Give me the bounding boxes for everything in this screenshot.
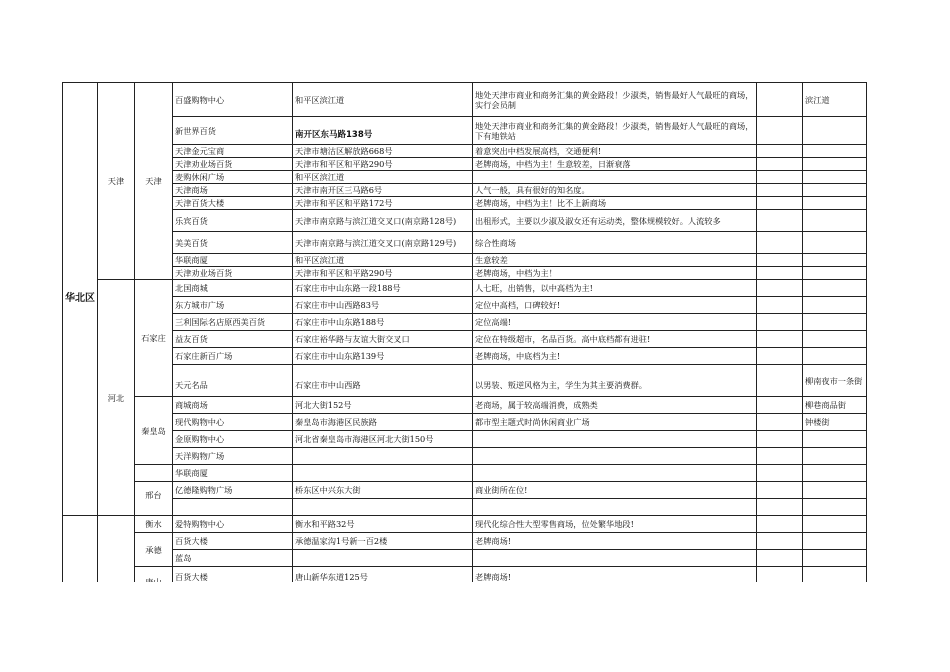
shopping-street: 滨江道 bbox=[803, 83, 867, 117]
mall-name: 天津金元宝商 bbox=[173, 145, 293, 158]
mall-description: 着意突出中档发展高档，交通便利! bbox=[473, 145, 757, 158]
extra-cell bbox=[757, 184, 803, 197]
table-row bbox=[63, 314, 867, 331]
shopping-street bbox=[803, 431, 867, 448]
mall-description-text: 以男装、叛逆风格为主，学生为其主要消费群。 bbox=[475, 379, 647, 390]
mall-address: 承德温家沟1号新一百2楼 bbox=[293, 533, 473, 550]
mall-description: 都市型主题式时尚休闲商业广场 bbox=[473, 414, 757, 431]
extra-cell bbox=[757, 297, 803, 314]
shopping-street bbox=[803, 550, 867, 567]
city-cell-qinhuangdao: 秦皇岛 bbox=[135, 397, 173, 465]
mall-address: 天津市塘沽区解放路668号 bbox=[293, 145, 473, 158]
mall-name: 益友百货 bbox=[173, 331, 293, 348]
mall-address bbox=[293, 465, 473, 482]
mall-address: 天津市和平区和平路290号 bbox=[293, 267, 473, 280]
mall-address: 和平区滨江道 bbox=[293, 83, 473, 117]
extra-cell bbox=[757, 280, 803, 297]
table-row bbox=[63, 210, 867, 232]
extra-cell bbox=[757, 314, 803, 331]
extra-cell bbox=[757, 448, 803, 465]
mall-description bbox=[473, 550, 757, 567]
shopping-street bbox=[803, 314, 867, 331]
mall-description: 综合性商场 bbox=[473, 232, 757, 254]
mall-address bbox=[293, 499, 473, 516]
mall-address-text: 石家庄市中山西路 bbox=[295, 379, 361, 390]
mall-address: 石家庄裕华路与友谊大街交叉口 bbox=[293, 331, 473, 348]
mall-name: 乐宾百货 bbox=[173, 210, 293, 232]
extra-cell bbox=[757, 533, 803, 550]
table-row bbox=[63, 465, 867, 482]
mall-description bbox=[473, 465, 757, 482]
table-row bbox=[63, 297, 867, 314]
mall-name: 华联商厦 bbox=[173, 465, 293, 482]
mall-description bbox=[473, 431, 757, 448]
mall-description: 生意较差 bbox=[473, 254, 757, 267]
mall-name: 天津百货大楼 bbox=[173, 197, 293, 210]
mall-name: 石家庄新百广场 bbox=[173, 348, 293, 365]
table-row bbox=[63, 184, 867, 197]
mall-name: 华联商厦 bbox=[173, 254, 293, 267]
extra-cell bbox=[757, 348, 803, 365]
table-row bbox=[63, 280, 867, 297]
mall-address bbox=[293, 365, 473, 397]
mall-description bbox=[473, 365, 757, 397]
extra-cell bbox=[757, 171, 803, 184]
extra-cell bbox=[757, 431, 803, 448]
table-row bbox=[63, 516, 867, 533]
city-cell-hengshui: 衡水 bbox=[135, 516, 173, 533]
mall-description: 老商场，属于较高端消费，成熟类 bbox=[473, 397, 757, 414]
shopping-street bbox=[803, 210, 867, 232]
mall-address-text: 南开区东马路138号 bbox=[295, 129, 373, 140]
mall-name: 爱特购物中心 bbox=[173, 516, 293, 533]
region-cell: 华北区 bbox=[63, 83, 98, 516]
mall-description: 地处天津市商业和商务汇集的黄金路段！少淑类，销售最好人气最旺的商场，实行会员制 bbox=[473, 83, 757, 117]
table-row bbox=[63, 117, 867, 145]
shopping-street: 柳南夜市一条街 bbox=[803, 365, 867, 397]
extra-cell bbox=[757, 365, 803, 397]
extra-cell bbox=[757, 397, 803, 414]
mall-name: 北国商城 bbox=[173, 280, 293, 297]
shopping-street bbox=[803, 267, 867, 280]
table-row bbox=[63, 145, 867, 158]
shopping-street bbox=[803, 448, 867, 465]
table-row bbox=[63, 482, 867, 499]
table-row bbox=[63, 331, 867, 348]
spreadsheet bbox=[62, 82, 867, 588]
mall-name: 百货大楼 bbox=[173, 567, 293, 588]
mall-address bbox=[293, 117, 473, 145]
mall-name: 天津劝业场百货 bbox=[173, 267, 293, 280]
mall-description: 人气一般，具有很好的知名度。 bbox=[473, 184, 757, 197]
shopping-street bbox=[803, 197, 867, 210]
mall-description: 出租形式，主要以少淑及淑女还有运动类，整体规模较好。人流较多 bbox=[473, 210, 757, 232]
table-row bbox=[63, 254, 867, 267]
extra-cell bbox=[757, 197, 803, 210]
city-cell-shijiazhuang: 石家庄 bbox=[135, 280, 173, 397]
shopping-street bbox=[803, 184, 867, 197]
shopping-street bbox=[803, 533, 867, 550]
extra-cell bbox=[757, 516, 803, 533]
mall-address: 桥东区中兴东大街 bbox=[293, 482, 473, 499]
extra-cell bbox=[757, 414, 803, 431]
shopping-street bbox=[803, 117, 867, 145]
table-row bbox=[63, 348, 867, 365]
mall-address: 石家庄市中山西路83号 bbox=[293, 297, 473, 314]
province-cell-tianjin: 天津 bbox=[98, 83, 135, 280]
mall-name: 新世界百货 bbox=[173, 117, 293, 145]
mall-name: 麦购休闲广场 bbox=[173, 171, 293, 184]
mall-address: 唐山新华东道125号 bbox=[293, 567, 473, 588]
extra-cell bbox=[757, 550, 803, 567]
mall-address: 河北大街152号 bbox=[293, 397, 473, 414]
mall-description: 人七旺，出销售，以中高档为主! bbox=[473, 280, 757, 297]
mall-address: 秦皇岛市海港区民族路 bbox=[293, 414, 473, 431]
extra-cell bbox=[757, 158, 803, 171]
mall-name: 百货大楼 bbox=[173, 533, 293, 550]
city-cell-chengde: 承德 bbox=[135, 533, 173, 567]
province-cell-lower bbox=[98, 516, 135, 588]
extra-cell bbox=[757, 465, 803, 482]
extra-cell bbox=[757, 267, 803, 280]
mall-name: 天津劝业场百货 bbox=[173, 158, 293, 171]
mall-description: 老牌商场! bbox=[473, 567, 757, 588]
city-cell-empty bbox=[135, 465, 173, 482]
mall-address: 石家庄市中山东路188号 bbox=[293, 314, 473, 331]
shopping-street bbox=[803, 232, 867, 254]
table-row bbox=[63, 171, 867, 184]
shopping-street bbox=[803, 254, 867, 267]
mall-name: 东方城市广场 bbox=[173, 297, 293, 314]
mall-address: 天津市南京路与滨江道交叉口(南京路128号) bbox=[293, 210, 473, 232]
table-row bbox=[63, 365, 867, 397]
extra-cell bbox=[757, 83, 803, 117]
page-fold-mask bbox=[0, 582, 950, 672]
table-row bbox=[63, 533, 867, 550]
mall-name: 商城商场 bbox=[173, 397, 293, 414]
mall-address: 和平区滨江道 bbox=[293, 254, 473, 267]
extra-cell bbox=[757, 499, 803, 516]
table-row bbox=[63, 499, 867, 516]
mall-address: 天津市南开区三马路6号 bbox=[293, 184, 473, 197]
shopping-street bbox=[803, 465, 867, 482]
table-row bbox=[63, 448, 867, 465]
extra-cell bbox=[757, 145, 803, 158]
table-row bbox=[63, 267, 867, 280]
table-row bbox=[63, 431, 867, 448]
region-cell-lower bbox=[63, 516, 98, 588]
mall-address bbox=[293, 550, 473, 567]
extra-cell bbox=[757, 331, 803, 348]
mall-description: 老牌商场，中档为主！比不上新商场 bbox=[473, 197, 757, 210]
mall-name: 现代购物中心 bbox=[173, 414, 293, 431]
mall-name: 天津商场 bbox=[173, 184, 293, 197]
mall-description: 老牌商场，中档为主！生意较差，日渐衰落 bbox=[473, 158, 757, 171]
mall-name-text: 天元名品 bbox=[175, 379, 208, 390]
mall-description: 商业街所在位! bbox=[473, 482, 757, 499]
table-row bbox=[63, 197, 867, 210]
shopping-street: 钟楼街 bbox=[803, 414, 867, 431]
mall-name: 百盛购物中心 bbox=[173, 83, 293, 117]
mall-address: 衡水和平路32号 bbox=[293, 516, 473, 533]
shopping-street bbox=[803, 171, 867, 184]
mall-description: 定位中高档，口碑较好! bbox=[473, 297, 757, 314]
shopping-street bbox=[803, 482, 867, 499]
shopping-street bbox=[803, 158, 867, 171]
shopping-street bbox=[803, 280, 867, 297]
mall-description: 老牌商场，中档为主！ bbox=[473, 267, 757, 280]
mall-address bbox=[293, 448, 473, 465]
mall-name: 三利国际名店原西美百货 bbox=[173, 314, 293, 331]
shopping-street bbox=[803, 516, 867, 533]
table-row bbox=[63, 414, 867, 431]
mall-description bbox=[473, 171, 757, 184]
mall-address: 石家庄市中山东路一段188号 bbox=[293, 280, 473, 297]
mall-address: 天津市南京路与滨江道交叉口(南京路129号) bbox=[293, 232, 473, 254]
province-cell-hebei: 河北 bbox=[98, 280, 135, 516]
mall-address: 天津市和平区和平路172号 bbox=[293, 197, 473, 210]
shopping-street bbox=[803, 145, 867, 158]
mall-address: 和平区滨江道 bbox=[293, 171, 473, 184]
extra-cell bbox=[757, 482, 803, 499]
mall-description: 定位在特级超市，名品百货。高中底档都有进驻! bbox=[473, 331, 757, 348]
shopping-street bbox=[803, 348, 867, 365]
table-row bbox=[63, 232, 867, 254]
mall-name: 金原购物中心 bbox=[173, 431, 293, 448]
shopping-street: 柳巷商品街 bbox=[803, 397, 867, 414]
mall-address: 石家庄市中山东路139号 bbox=[293, 348, 473, 365]
mall-address: 天津市和平区和平路290号 bbox=[293, 158, 473, 171]
shopping-street bbox=[803, 297, 867, 314]
table-row bbox=[63, 158, 867, 171]
city-cell-tianjin: 天津 bbox=[135, 83, 173, 280]
table-row bbox=[63, 397, 867, 414]
extra-cell bbox=[757, 254, 803, 267]
extra-cell bbox=[757, 210, 803, 232]
mall-description bbox=[473, 448, 757, 465]
mall-table bbox=[62, 82, 867, 588]
extra-cell bbox=[757, 117, 803, 145]
mall-name bbox=[173, 365, 293, 397]
mall-name: 蓝岛 bbox=[173, 550, 293, 567]
shopping-street bbox=[803, 331, 867, 348]
mall-name bbox=[173, 499, 293, 516]
mall-description: 定位高端! bbox=[473, 314, 757, 331]
mall-description bbox=[473, 499, 757, 516]
city-cell-xingtai bbox=[135, 482, 173, 516]
mall-name: 天洋购物广场 bbox=[173, 448, 293, 465]
mall-description: 老牌商场，中底档为主! bbox=[473, 348, 757, 365]
shopping-street bbox=[803, 499, 867, 516]
mall-description: 现代化综合性大型零售商场，位处繁华地段! bbox=[473, 516, 757, 533]
table-row bbox=[63, 550, 867, 567]
mall-address: 河北省秦皇岛市海港区河北大街150号 bbox=[293, 431, 473, 448]
mall-description: 老牌商场! bbox=[473, 533, 757, 550]
city-xingtai-text: 邢台 bbox=[145, 489, 162, 500]
mall-name: 亿德隆购物广场 bbox=[173, 482, 293, 499]
mall-name: 美美百货 bbox=[173, 232, 293, 254]
extra-cell bbox=[757, 232, 803, 254]
table-row bbox=[63, 83, 867, 117]
mall-description: 地处天津市商业和商务汇集的黄金路段！少淑类，销售最好人气最旺的商场，下有地铁站 bbox=[473, 117, 757, 145]
